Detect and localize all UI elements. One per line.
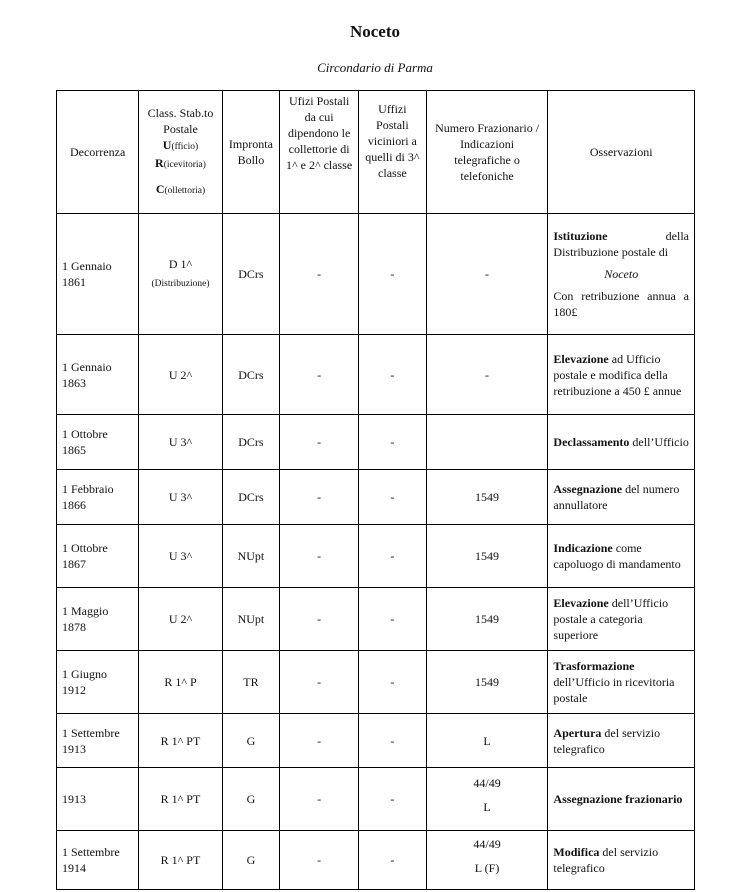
cell-date: 1 Gennaio 1861 xyxy=(57,214,139,335)
cell-uffizi: - xyxy=(359,714,427,768)
cell-class: R 1^ P xyxy=(139,651,222,714)
cell-date: 1 Ottobre 1865 xyxy=(57,415,139,470)
cell-date: 1 Maggio 1878 xyxy=(57,588,139,651)
table-row xyxy=(57,768,695,831)
cell-uffizi: - xyxy=(359,214,427,335)
cell-class: U 2^ xyxy=(139,588,222,651)
header-class-line2: Postale xyxy=(163,122,198,136)
obs-bold: Elevazione xyxy=(553,596,609,610)
cell-bollo: DCrs xyxy=(222,214,279,335)
header-class xyxy=(139,91,222,214)
cell-bollo: TR xyxy=(222,651,279,714)
cell-uffizi: - xyxy=(359,525,427,588)
obs-text: della Distribuzione postale di xyxy=(553,229,689,259)
cell-numero: 1549 xyxy=(426,470,548,525)
header-class-c: C xyxy=(155,182,165,196)
cell-date: 1 Settembre 1914 xyxy=(57,831,139,890)
cell-ufizi: - xyxy=(280,525,359,588)
cell-osservazioni xyxy=(548,831,695,890)
cell-class xyxy=(139,214,222,335)
cell-ufizi: - xyxy=(280,768,359,831)
cell-class-value: D 1^ xyxy=(168,257,193,271)
cell-ufizi: - xyxy=(280,651,359,714)
obs-text: ad Ufficio postale e modifica della retribuzione a 450 £ annue xyxy=(553,351,682,398)
obs-text: come capoluogo di mandamento xyxy=(553,541,681,571)
obs-bold: Declassamento xyxy=(553,435,630,449)
obs-text: dell’Ufficio postale a categoria superiore xyxy=(553,596,669,642)
table-row xyxy=(57,214,695,335)
cell-osservazioni xyxy=(548,214,695,335)
cell-date: 1 Giugno 1912 xyxy=(57,651,139,714)
cell-bollo: G xyxy=(222,768,279,831)
obs-bold: Istituzione xyxy=(553,229,608,243)
table-row xyxy=(57,335,695,415)
header-class-r-rest: (icevitoria) xyxy=(163,160,206,170)
obs-text: dell’Ufficio xyxy=(629,435,689,449)
obs-bold: Assegnazione frazionario xyxy=(553,792,683,806)
cell-numero-top: 44/49 xyxy=(473,776,501,790)
cell-bollo: G xyxy=(222,831,279,890)
cell-osservazioni xyxy=(548,768,695,831)
cell-bollo: DCrs xyxy=(222,415,279,470)
cell-numero: - xyxy=(426,214,548,335)
table-row xyxy=(57,588,695,651)
table-row xyxy=(57,525,695,588)
table-row xyxy=(57,470,695,525)
cell-osservazioni xyxy=(548,588,695,651)
cell-osservazioni xyxy=(548,470,695,525)
cell-osservazioni xyxy=(548,335,695,415)
header-class-u-rest: (fficio) xyxy=(171,142,199,152)
cell-bollo: DCrs xyxy=(222,470,279,525)
obs-bold: Assegnazione xyxy=(553,482,623,496)
cell-bollo: G xyxy=(222,714,279,768)
cell-uffizi: - xyxy=(359,651,427,714)
cell-osservazioni xyxy=(548,415,695,470)
obs-text: del servizio telegrafico xyxy=(553,725,661,756)
cell-uffizi: - xyxy=(359,415,427,470)
obs-text: del numero annullatore xyxy=(553,482,680,512)
table-row xyxy=(57,415,695,470)
cell-numero: 1549 xyxy=(426,651,548,714)
header-row xyxy=(57,91,695,214)
header-decorrenza: Decorrenza xyxy=(57,91,139,214)
cell-bollo: DCrs xyxy=(222,335,279,415)
cell-ufizi: - xyxy=(280,831,359,890)
cell-ufizi: - xyxy=(280,214,359,335)
obs-italic: Noceto xyxy=(604,267,639,281)
obs-text: del servizio telegrafico xyxy=(553,845,659,875)
cell-numero xyxy=(426,831,548,890)
obs-text: dell’Ufficio in ricevitoria postale xyxy=(553,675,675,705)
offices-table xyxy=(56,90,695,890)
cell-ufizi: - xyxy=(280,335,359,415)
cell-uffizi: - xyxy=(359,588,427,651)
header-class-c-rest: (ollettoria) xyxy=(164,186,206,196)
header-class-line1: Class. Stab.to xyxy=(147,106,214,120)
obs-bold: Modifica xyxy=(553,845,600,859)
cell-bollo: NUpt xyxy=(222,588,279,651)
cell-uffizi: - xyxy=(359,470,427,525)
cell-numero xyxy=(426,768,548,831)
header-class-u: U xyxy=(162,138,172,152)
cell-class: U 3^ xyxy=(139,525,222,588)
cell-class: R 1^ PT xyxy=(139,714,222,768)
cell-osservazioni xyxy=(548,714,695,768)
obs-extra: Con retribuzione annua a 180£ xyxy=(553,289,689,319)
page-title: Noceto xyxy=(349,22,401,41)
cell-ufizi: - xyxy=(280,415,359,470)
cell-osservazioni xyxy=(548,525,695,588)
cell-class: R 1^ PT xyxy=(139,831,222,890)
obs-bold: Indicazione xyxy=(553,541,613,555)
header-uffizi: Uffizi Postali viciniori a quelli di 3^ classe xyxy=(359,91,427,214)
cell-numero-value: L (F) xyxy=(474,861,500,875)
cell-class: R 1^ PT xyxy=(139,768,222,831)
cell-ufizi: - xyxy=(280,470,359,525)
header-impronta: Impronta Bollo xyxy=(222,91,279,214)
cell-bollo: NUpt xyxy=(222,525,279,588)
cell-ufizi: - xyxy=(280,588,359,651)
cell-numero: L xyxy=(426,714,548,768)
header-ufizi: Ufizi Postali da cui dipendono le collettorie di 1^ e 2^ classe xyxy=(280,91,359,214)
cell-class-note: (Distribuzione) xyxy=(151,279,210,289)
cell-uffizi: - xyxy=(359,768,427,831)
cell-class: U 2^ xyxy=(139,335,222,415)
table-row xyxy=(57,714,695,768)
obs-bold: Apertura xyxy=(553,725,602,740)
cell-numero: 1549 xyxy=(426,588,548,651)
cell-date: 1 Settembre 1913 xyxy=(57,714,139,768)
cell-uffizi: - xyxy=(359,335,427,415)
cell-numero: 1549 xyxy=(426,525,548,588)
cell-osservazioni xyxy=(548,651,695,714)
cell-date: 1913 xyxy=(57,768,139,831)
cell-numero: - xyxy=(426,335,548,415)
cell-date: 1 Gennaio 1863 xyxy=(57,335,139,415)
cell-numero-value: L xyxy=(483,800,491,814)
header-osservazioni: Osservazioni xyxy=(548,91,695,214)
table-row xyxy=(57,831,695,890)
cell-numero xyxy=(426,415,548,470)
cell-numero-top: 44/49 xyxy=(473,837,501,851)
page-subtitle: Circondario di Parma xyxy=(317,60,433,75)
table-row xyxy=(57,651,695,714)
cell-date: 1 Febbraio 1866 xyxy=(57,470,139,525)
cell-class: U 3^ xyxy=(139,470,222,525)
cell-ufizi: - xyxy=(280,714,359,768)
cell-class: U 3^ xyxy=(139,415,222,470)
obs-bold: Trasformazione xyxy=(553,659,635,673)
header-class-r: R xyxy=(155,156,164,170)
obs-bold: Elevazione xyxy=(553,351,609,366)
cell-date: 1 Ottobre 1867 xyxy=(57,525,139,588)
cell-uffizi: - xyxy=(359,831,427,890)
header-numero: Numero Frazionario / Indicazioni telegrafiche o telefoniche xyxy=(426,91,548,214)
